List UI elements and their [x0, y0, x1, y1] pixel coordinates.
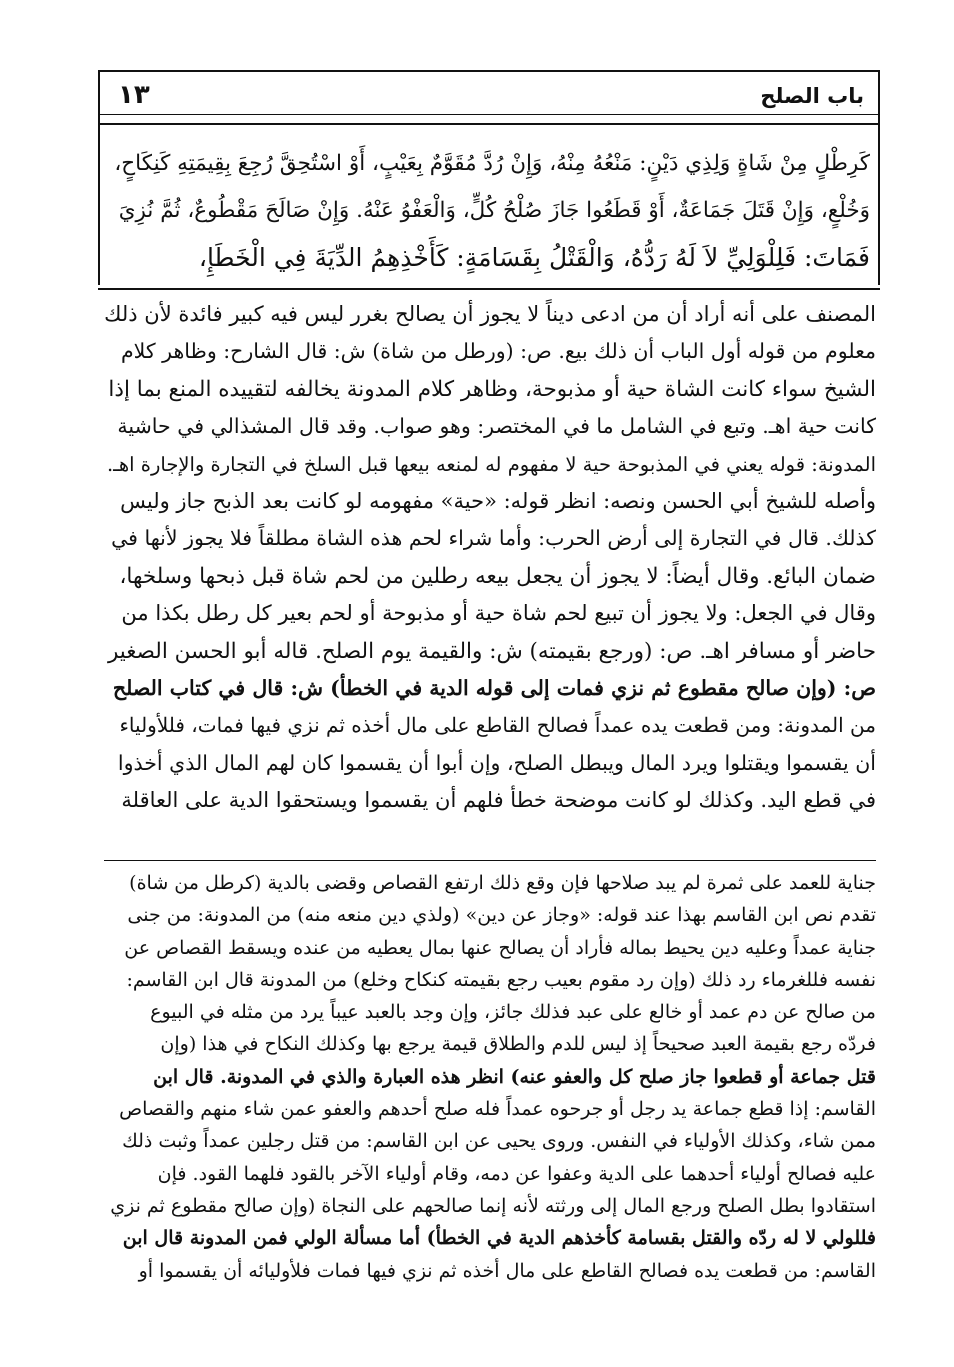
footnote-line: فردّه رجع بقيمة العبد صحيحاً إذ ليس للدم والطلاق قيمة يرجع بها وكذلك النكاح في هذا (وإن [160, 1033, 876, 1056]
footnote-line: جناية للعمد على ثمرة لم يبد صلاحها فإن وقع ذلك ارتفع القصاص وقضى بالدية (كرطل من شاة) [129, 872, 876, 894]
matn-line: وَخُلْعٍ، وَإِنْ قَتَلَ جَمَاعَةٌ، أَوْ قَطَعُوا جَازَ صُلْحُ كُلٍّ، وَالْعَفْوُ عَنْهُ. وَإِنْ صَالَحَ مَقْطُوعٌ، ثُمَّ نُزِيَ [118, 198, 870, 223]
matn-text [104, 140, 870, 281]
footnote-line: نفسه فللغرماء رد ذلك (وإن رد مقوم بعيب رجع بقيمته كنكاح وخلع) من المدونة قال ابن القاسم: [126, 968, 876, 991]
commentary-line: ضمان البائع. وقال أيضاً: لا يجوز أن يجعل بيعه رطلين من لحم شاة قبل ذبحها وسلخها، [119, 563, 876, 589]
footnote-line: القاسم: من قطعت يده فصالح القاطع على مال أخذه ثم نزي فيها فمات فلأوليائه أن يقسموا أو [138, 1259, 876, 1282]
notes-divider [104, 860, 876, 861]
footnote-line: ممن شاء، وكذلك الأولياء في النفس. وروى يحيى عن ابن القاسم: من قتل رجلين عمداً وثبت ذلك [122, 1130, 876, 1153]
commentary-text [104, 296, 876, 820]
page-number: ١٣ [118, 80, 150, 110]
commentary-line: وقال في الجعل: ولا يجوز أن تبيع لحم شاة حية أو مذبوحة أو لحم بعير كل رطل بكذا من [121, 601, 876, 626]
matn-frame-left [98, 125, 100, 285]
commentary-line: كانت حية اهـ. وتبع في الشامل ما في المختصر: وهو صواب. وقد قال المشذالي في حاشية [117, 414, 876, 439]
commentary-line: ص: (وإن صالح مقطوع ثم نزي فمات إلى قوله الدية في الخطأ) ش: قال في كتاب الصلح [112, 676, 876, 701]
commentary-line: المصنف على أنه أراد أن من ادعى ديناً لا يجوز أن يصالح بغرر ليس فيه كبير فائدة لأن ذلك [104, 302, 876, 326]
footnote-line: من صالح عن دم عمد أو خالع على عبد فذلك جائز، وإن وجد بالعبد عيباً يرد من مثله في البيوع [150, 1001, 876, 1024]
footnote-line: استقادوا بطل الصلح ورجع المال إلى ورثته لأنه إنما صالحهم على النجاة (وإن صالح مقطوع ثم نزي [110, 1194, 876, 1217]
matn-line: فَمَاتَ: فَلِلْوَلِيِّ لاَ لَهُ رَدُّهُ، وَالْقَتْلُ بِقَسَامَةٍ: كَأَخْذِهِمُ الدِّيَةَ فِي الْخَطَإِ، [198, 243, 870, 272]
footnote-text [104, 867, 876, 1287]
commentary-line: الشيخ سواء كانت الشاة حية أو مذبوحة، وظاهر كلام المدونة يخالفه لتقييده المنع بما إذا [108, 376, 876, 402]
header-rule [100, 114, 878, 115]
footnote-line: القاسم: إذا قطع جماعة يد رجل أو جرحوه عمداً فله صلح أحدهم والعفو عمن شاء منهم والقصاص [119, 1098, 876, 1121]
page-header [98, 70, 880, 125]
matn-divider [98, 288, 880, 290]
commentary-line: كذلك. قال في التجارة إلى أرض الحرب: وأما شراء لحم هذه الشاة مطلقاً فلا يجوز لأنها في [111, 526, 876, 551]
commentary-line: من المدونة: ومن قطعت يده عمداً فصالح القاطع على مال أخذه ثم نزي فيها فمات، فللأولياء [119, 713, 876, 738]
commentary-line: أن يقسموا ويقتلوا ويرد المال ويبطل الصلح، وإن أبوا أن يقسموا كان لهم المال الذي أخذوا [117, 750, 876, 775]
commentary-line: معلوم من قوله أول الباب أن ذلك بيع. ص: (ورطل من شاة) ش: قال الشارح: وظاهر كلام [120, 339, 876, 364]
footnote-line: عليه فصالح أولياء أحدهما على الدية وعفوا عن دمه، وقام أولياء الآخر بالقود فلهما القود. فإن [157, 1162, 876, 1185]
matn-line: كَرِطْلٍ مِنْ شَاةٍ وَلِذِي دَيْنٍ: مَنْعُهُ مِنْهُ، وَإِنْ رُدَّ مُقَوَّمٌ بِعَيْبٍ، أَوْ اسْتُحِقَّ رُجِعَ بِقِيمَتِهِ كَنِكَاحٍ، [114, 151, 870, 176]
commentary-line: وأصله للشيخ أبي الحسن ونصه: انظر قوله: «حية» مفهومه لو كانت بعد الذبح جاز وليس [120, 489, 876, 514]
chapter-title: باب الصلح [760, 84, 864, 108]
footnote-line: تقدم نص ابن القاسم بهذا عند قوله: «وجاز عن دين» (ولذي دين منعه منه) من المدونة: من جنى [127, 904, 876, 927]
footnote-line: جناية عمداً وعليه دين يحيط بماله فأراد أن يصالح عنها بمال يعطيه من عنده ويسقط القصاص عن [124, 936, 876, 959]
footnote-line: فللولي لا له ردّه والقتل بقسامة كأخذهم الدية في الخطأ) أما مسألة الولي فمن المدونة قال ابن [122, 1227, 876, 1250]
commentary-line: حاضر أو مسافر اهـ. ص: (ورجع بقيمته) ش: والقيمة يوم الصلح. قاله أبو الحسن الصغير [107, 638, 876, 664]
commentary-line: المدونة: قوله يعني في المذبوحة حية لا مفهوم له لمنعه بيعها قبل السلخ في التجارة والإجارة اهـ. [106, 452, 876, 476]
matn-frame-right [878, 125, 880, 285]
commentary-line: في قطع اليد. وكذلك لو كانت موضحة خطأ فلهم أن يقسموا ويستحقوا الدية على العاقلة [121, 788, 876, 813]
footnote-line: قتل جماعة أو قطعوا جاز صلح كل والعفو عنه) انظر هذه العبارة والذي في المدونة. قال ابن [153, 1065, 876, 1088]
